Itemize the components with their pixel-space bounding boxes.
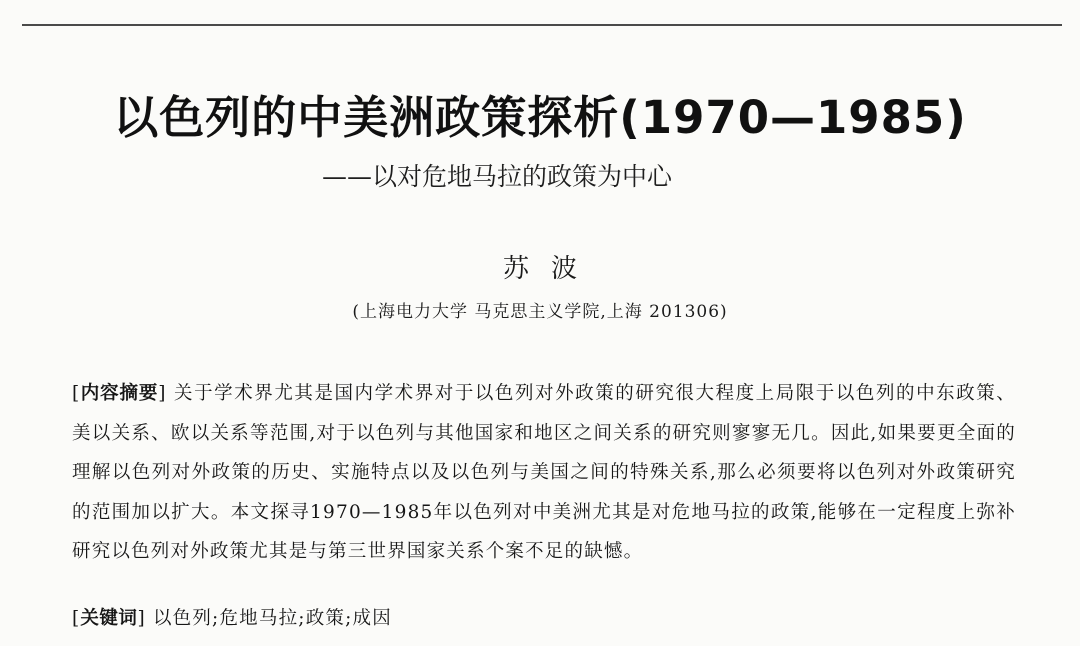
- keywords-label: 关键词: [80, 608, 138, 629]
- keywords-open-bracket: [: [72, 608, 81, 629]
- keywords-line: [72, 603, 1016, 635]
- author-name: 苏波: [502, 254, 599, 284]
- abstract-paragraph: [72, 374, 1016, 572]
- keywords-close-bracket: ]: [137, 608, 146, 629]
- author-affiliation: (上海电力大学 马克思主义学院,上海 201306): [352, 302, 728, 322]
- abstract-text: 关于学术界尤其是国内学术界对于以色列对外政策的研究很大程度上局限于以色列的中东政策、美以关系、欧以关系等范围,对于以色列与其他国家和地区之间关系的研究则寥寥无几。因此,如果要更全面的理解以色列对外政策的历史、实施特点以及以色列与美国之间的特殊关系,那么必须要将以色列对外政策研究的范围加以扩大。本文探寻1970—1985年以色列对中美洲尤其是对危地马拉的政策,能够在一定程度上弥补研究以色列对外政策尤其是与第三世界国家关系个案不足的缺憾。: [72, 383, 1016, 562]
- abstract-open-bracket: [: [72, 383, 81, 404]
- article-title: 以色列的中美洲政策探析(1970—1985): [113, 91, 967, 144]
- keywords-text: 以色列;危地马拉;政策;成因: [145, 608, 392, 629]
- abstract-label: 内容摘要: [80, 383, 159, 404]
- abstract-close-bracket: ]: [158, 383, 167, 404]
- header-rule: [22, 24, 1062, 26]
- article-subtitle: ——以对危地马拉的政策为中心: [322, 162, 673, 191]
